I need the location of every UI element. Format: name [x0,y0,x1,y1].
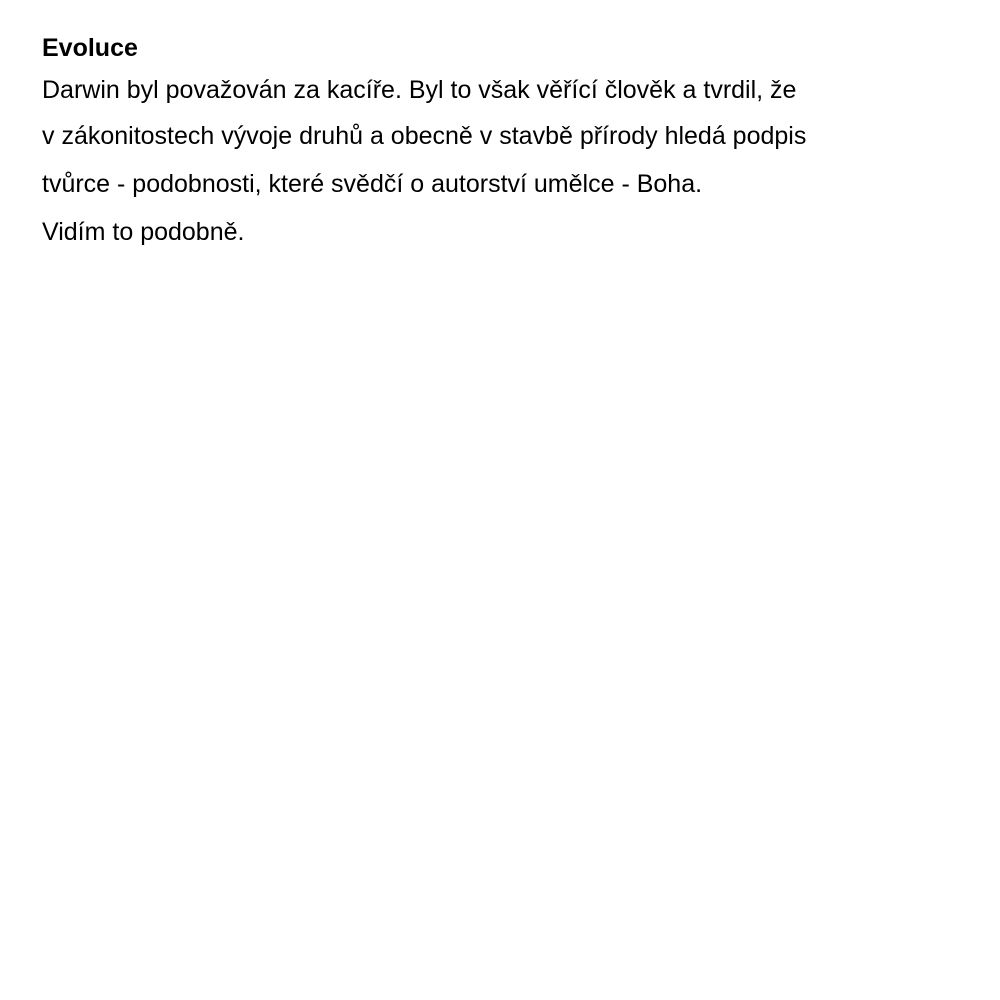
paragraph-line-2: v zákonitostech vývoje druhů a obecně v stavbě přírody hledá podpis [42,122,807,150]
paragraph-line-3: tvůrce - podobnosti, které svědčí o autorství umělce - Boha. [42,170,703,198]
paragraph-line-4: Vidím to podobně. [42,218,245,246]
document-body [42,28,982,256]
document-title: Evoluce [42,34,138,62]
paragraph-line-1: Darwin byl považován za kacíře. Byl to však věřící člověk a tvrdil, že [42,76,797,104]
